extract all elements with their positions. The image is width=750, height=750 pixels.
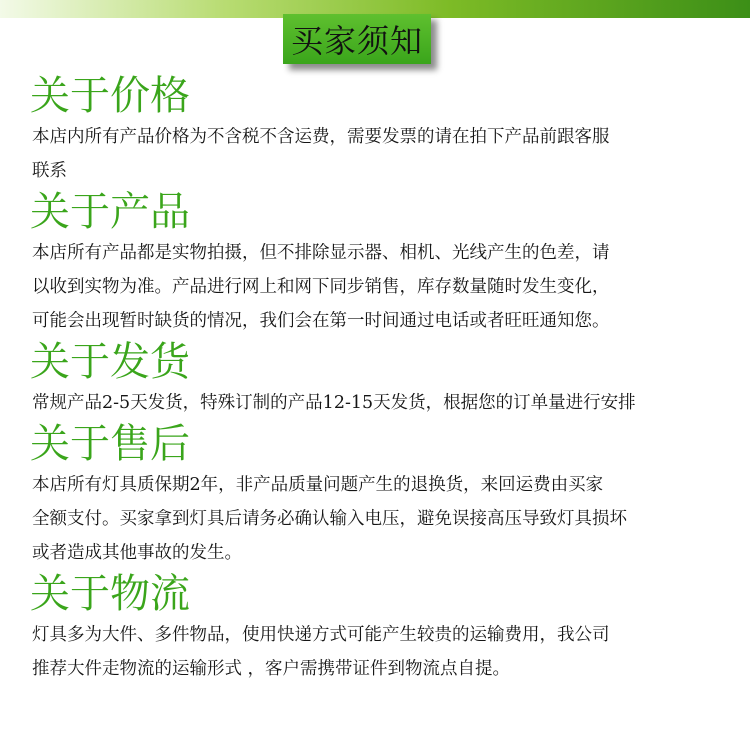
- section-logistics: [30, 570, 740, 686]
- section-after-sales: [30, 420, 740, 570]
- section-heading: 关于售后: [30, 421, 190, 467]
- title-banner: [283, 14, 431, 64]
- page-title: 买家须知: [290, 22, 423, 60]
- paragraph-line: 本店所有灯具质保期2年，非产品质量问题产生的退换货，来回运费由买家: [32, 475, 604, 495]
- paragraph-line: 本店内所有产品价格为不含税不含运费，需要发票的请在拍下产品前跟客服: [32, 127, 610, 147]
- section-price: [30, 72, 740, 188]
- section-heading: 关于物流: [30, 571, 190, 617]
- paragraph-line: 推荐大件走物流的运输形式 ，客户需携带证件到物流点自提。: [32, 659, 511, 679]
- paragraph-line: 全额支付。买家拿到灯具后请务必确认输入电压，避免误接高压导致灯具损坏: [32, 509, 627, 529]
- notice-content: [30, 72, 740, 686]
- section-product: [30, 188, 740, 338]
- section-heading: 关于价格: [30, 73, 190, 119]
- section-heading: 关于产品: [30, 189, 190, 235]
- paragraph-line: 本店所有产品都是实物拍摄，但不排除显示器、相机、光线产生的色差，请: [32, 243, 610, 263]
- paragraph-line: 以收到实物为准。产品进行网上和网下同步销售，库存数量随时发生变化，: [32, 277, 610, 297]
- section-shipping: [30, 338, 740, 420]
- paragraph-line: 联系: [32, 161, 67, 181]
- paragraph-line: 灯具多为大件、多件物品，使用快递方式可能产生较贵的运输费用，我公司: [32, 625, 610, 645]
- paragraph-line: 可能会出现暂时缺货的情况，我们会在第一时间通过电话或者旺旺通知您。: [32, 311, 610, 331]
- paragraph-line: 或者造成其他事故的发生。: [32, 543, 242, 563]
- section-heading: 关于发货: [30, 339, 190, 385]
- paragraph-line: 常规产品2-5天发货，特殊订制的产品12-15天发货，根据您的订单量进行安排: [32, 393, 636, 413]
